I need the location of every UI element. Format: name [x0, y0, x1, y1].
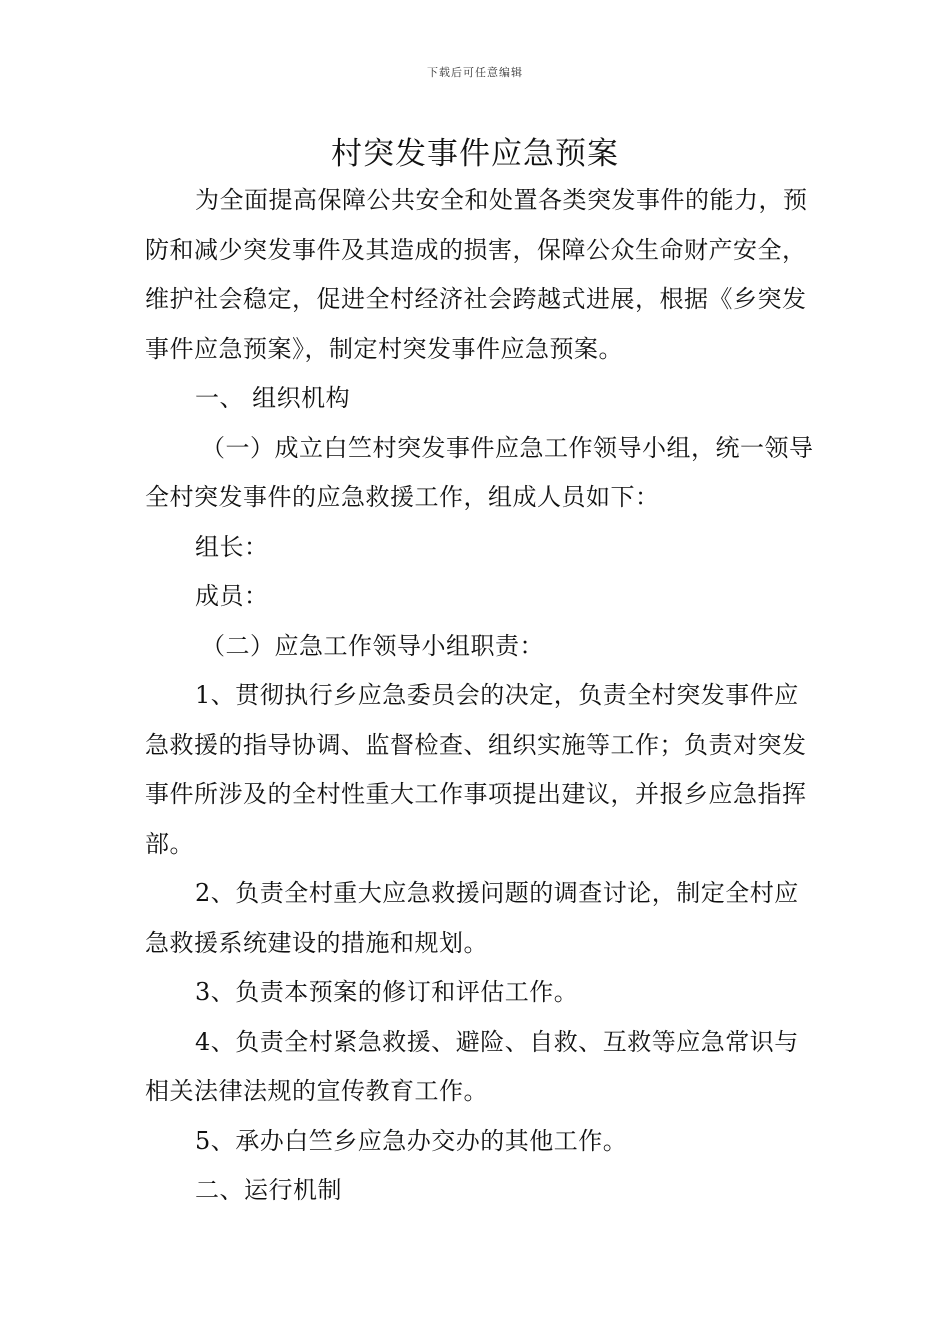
paragraph-group-leader: 组长：	[195, 532, 269, 561]
list-item-duty-3: 3、负责本预案的修订和评估工作。	[195, 978, 579, 1006]
section-heading-operation: 二、运行机制	[195, 1176, 342, 1204]
document-body	[145, 176, 815, 1216]
section-heading-organization: 一、 组织机构	[195, 384, 351, 412]
list-item-duty-1: 1、贯彻执行乡应急委员会的决定，负责全村突发事件应急救援的指导协调、监督检查、组织实施等工作；负责对突发事件所涉及的全村性重大工作事项提出建议，并报乡应急指挥部。	[145, 681, 807, 858]
list-item-duty-4: 4、负责全村紧急救援、避险、自救、互救等应急常识与相关法律法规的宣传教育工作。	[145, 1027, 799, 1105]
paragraph-leading-group: （一）成立白竺村突发事件应急工作领导小组，统一领导全村突发事件的应急救援工作，组成人员如下：	[145, 433, 814, 511]
list-item-duty-5: 5、承办白竺乡应急办交办的其他工作。	[195, 1126, 628, 1155]
document-title: 村突发事件应急预案	[331, 136, 619, 172]
list-item-duty-2: 2、负责全村重大应急救援问题的调查讨论，制定全村应急救援系统建设的措施和规划。	[145, 879, 799, 957]
subheading-group-duties: （二）应急工作领导小组职责：	[201, 631, 544, 660]
header-note: 下载后可任意编辑	[427, 66, 523, 79]
paragraph-group-members: 成员：	[195, 582, 269, 610]
paragraph-intro: 为全面提高保障公共安全和处置各类突发事件的能力，预防和减少突发事件及其造成的损害，保障公众生命财产安全，维护社会稳定，促进全村经济社会跨越式进展，根据《乡突发事件应急预案》，制定村突发事件应急预案。	[145, 186, 808, 363]
